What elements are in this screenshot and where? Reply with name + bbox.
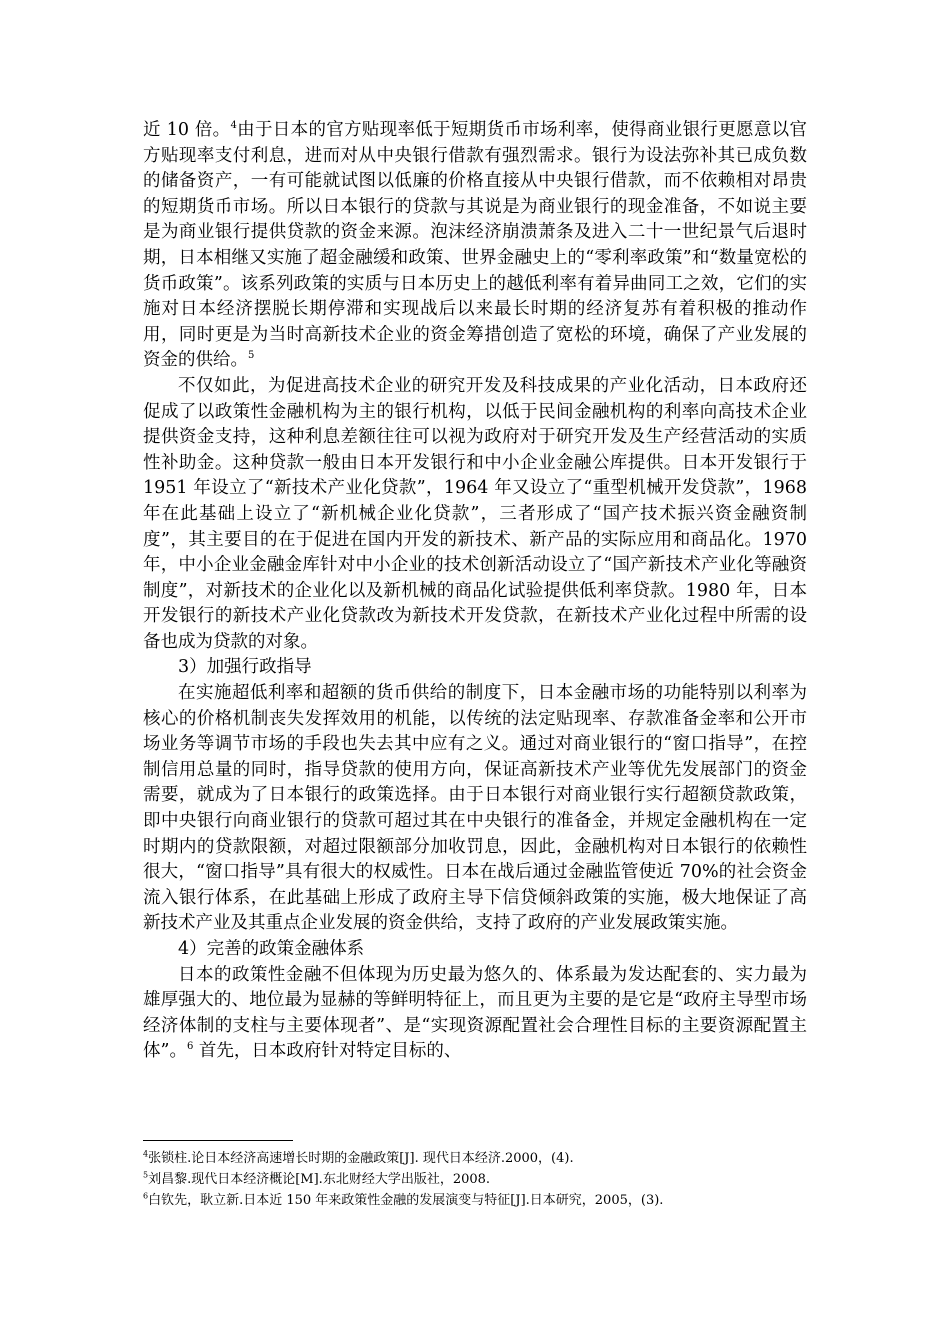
footnote <box>143 1169 823 1190</box>
paragraph <box>143 374 807 656</box>
paragraph-text: 首先，日本政府针对特定目标的、 <box>193 1041 462 1062</box>
footnote-text: 刘昌黎.现代日本经济概论[M].东北财经大学出版社，2008. <box>148 1172 491 1187</box>
paragraph-text: 日本的政策性金融不但体现为历史最为悠久的、体系最为发达配套的、实力最为雄厚强大的、地位最为显赫的等鲜明特征上，而且更为主要的是它是“政府主导型市场经济体制的支柱与主要体现者”、是“实现资源配置社会合理性目标的主要资源配置主体”。 <box>143 964 807 1062</box>
body-text <box>143 118 807 1065</box>
footnote <box>143 1148 823 1169</box>
paragraph-text: 近 10 倍。 <box>143 120 231 140</box>
paragraph <box>143 963 807 1065</box>
footnote-separator <box>143 1140 293 1141</box>
paragraph <box>143 681 807 937</box>
paragraph <box>143 937 807 963</box>
footnote-ref: 4 <box>230 120 237 132</box>
footnote-mark: 6 <box>143 1191 149 1201</box>
footnote-mark: 4 <box>143 1149 149 1159</box>
footnote-ref: 6 <box>186 1041 194 1053</box>
footnotes <box>143 1148 823 1211</box>
paragraph-text: 由于日本的官方贴现率低于短期货币市场利率，使得商业银行更愿意以官方贴现率支付利息，进而对从中央银行借款有强烈需求。银行为设法弥补其已成负数的储备资产，一有可能就试图以低廉的价格直接从中央银行借款，而不依赖相对昂贵的短期货币市场。所以日本银行的贷款与其说是为商业银行的现金准备，不如说主要是为商业银行提供贷款的资金来源。泡沫经济崩溃萧条及进入二十一世纪景气后退时期，日本相继又实施了超金融缓和政策、世界金融史上的“零利率政策”和“数量宽松的货币政策”。该系列政策的实质与日本历史上的越低利率有着异曲同工之效，它们的实施对日本经济摆脱长期停滞和实现战后以来最长时期的经济复苏有着积极的推动作用，同时更是为当时高新技术企业的资金筹措创造了宽松的环境，确保了产业发展的资金的供给。 <box>143 120 807 371</box>
footnote-text: 张锁柱.论日本经济高速增长时期的金融政策[J]. 现代日本经济.2000，(4). <box>148 1151 574 1166</box>
paragraph-text: 3）加强行政指导 <box>178 657 312 678</box>
paragraph <box>143 118 807 374</box>
paragraph-text: 不仅如此，为促进高技术企业的研究开发及科技成果的产业化活动，日本政府还促成了以政策性金融机构为主的银行机构，以低于民间金融机构的利率向高技术企业提供资金支持，这种利息差额往往可以视为政府对于研究开发及生产经营活动的实质性补助金。这种贷款一般由日本开发银行和中小企业金融公库提供。日本开发银行于 1951 年设立了“新技术产业化贷款”，1964 年又设立了“重型机械开发贷款”，1968 年在此基础上设立了“新机械企业化贷款”，三者形成了“国产技术振兴资金融资制度”，其主要目的在于促进在国内开发的新技术、新产品的实际应用和商品化。1970 年，中小企业金融金库针对中小企业的技术创新活动设立了“国产新技术产业化等融资制度”，对新技术的企业化以及新机械的商品化试验提供低利率贷款。1980 年，日本开发银行的新技术产业化贷款改为新技术开发贷款，在新技术产业化过程中所需的设备也成为贷款的对象。 <box>143 375 807 652</box>
footnote-ref: 5 <box>248 350 255 362</box>
paragraph-text: 在实施超低利率和超额的货币供给的制度下，日本金融市场的功能特别以利率为核心的价格机制丧失发挥效用的机能，以传统的法定贴现率、存款准备金率和公开市场业务等调节市场的手段也失去其中应有之义。通过对商业银行的“窗口指导”，在控制信用总量的同时，指导贷款的使用方向，保证高新技术产业等优先发展部门的资金需要，就成为了日本银行的政策选择。由于日本银行对商业银行实行超额贷款政策，即中央银行向商业银行的贷款可超过其在中央银行的准备金，并规定金融机构在一定时期内的贷款限额，对超过限额部分加收罚息，因此，金融机构对日本银行的依赖性很大，“窗口指导”具有很大的权威性。日本在战后通过金融监管使近 70%的社会资金流入银行体系，在此基础上形成了政府主导下信贷倾斜政策的实施，极大地保证了高新技术产业及其重点企业发展的资金供给，支持了政府的产业发展政策实施。 <box>143 683 807 934</box>
footnote-text: 白钦先，耿立新.日本近 150 年来政策性金融的发展演变与特征[J].日本研究，2005，(3). <box>148 1193 664 1208</box>
paragraph-text: 4）完善的政策金融体系 <box>178 939 365 959</box>
paragraph <box>143 655 807 681</box>
footnote <box>143 1190 823 1211</box>
footnote-mark: 5 <box>143 1170 149 1180</box>
